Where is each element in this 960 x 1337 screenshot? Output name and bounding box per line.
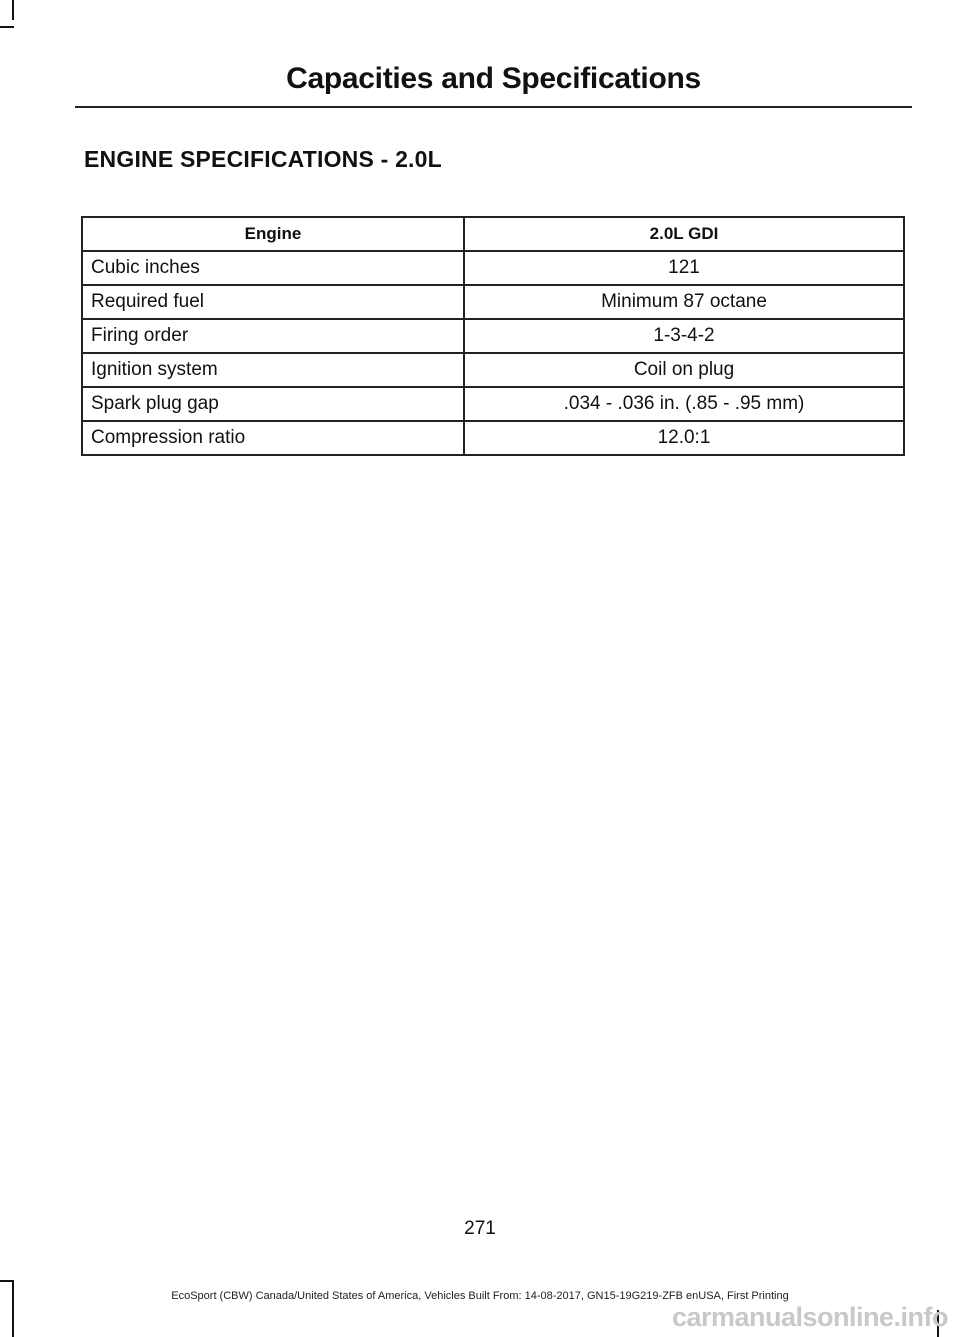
page-header bbox=[75, 58, 912, 108]
row-label: Ignition system bbox=[82, 353, 464, 387]
table-row bbox=[82, 421, 904, 455]
row-label: Required fuel bbox=[82, 285, 464, 319]
table-header-row bbox=[82, 217, 904, 251]
row-value: Coil on plug bbox=[464, 353, 904, 387]
row-label: Spark plug gap bbox=[82, 387, 464, 421]
engine-specifications-table bbox=[81, 216, 905, 456]
page-title: Capacities and Specifications bbox=[286, 62, 701, 95]
row-label: Firing order bbox=[82, 319, 464, 353]
column-header-engine-type: 2.0L GDI bbox=[464, 217, 904, 251]
table-row bbox=[82, 319, 904, 353]
column-header-engine: Engine bbox=[82, 217, 464, 251]
row-value: 12.0:1 bbox=[464, 421, 904, 455]
row-value: 1-3-4-2 bbox=[464, 319, 904, 353]
crop-mark-left-upper bbox=[0, 26, 14, 28]
row-value: Minimum 87 octane bbox=[464, 285, 904, 319]
table-row bbox=[82, 353, 904, 387]
row-value: 121 bbox=[464, 251, 904, 285]
row-label: Compression ratio bbox=[82, 421, 464, 455]
table-row bbox=[82, 387, 904, 421]
row-value: .034 - .036 in. (.85 - .95 mm) bbox=[464, 387, 904, 421]
watermark: carmanualsonline.info bbox=[671, 1302, 948, 1332]
crop-mark-top-left bbox=[12, 0, 14, 20]
table-row bbox=[82, 285, 904, 319]
crop-mark-left-lower bbox=[0, 1280, 14, 1282]
footer-publication-info: EcoSport (CBW) Canada/United States of America, Vehicles Built From: 14-08-2017, GN15-19G219-ZFB enUSA, First Printing bbox=[171, 1290, 789, 1302]
section-title: ENGINE SPECIFICATIONS - 2.0L bbox=[84, 146, 442, 172]
row-label: Cubic inches bbox=[82, 251, 464, 285]
page-number: 271 bbox=[464, 1218, 496, 1239]
table-row bbox=[82, 251, 904, 285]
